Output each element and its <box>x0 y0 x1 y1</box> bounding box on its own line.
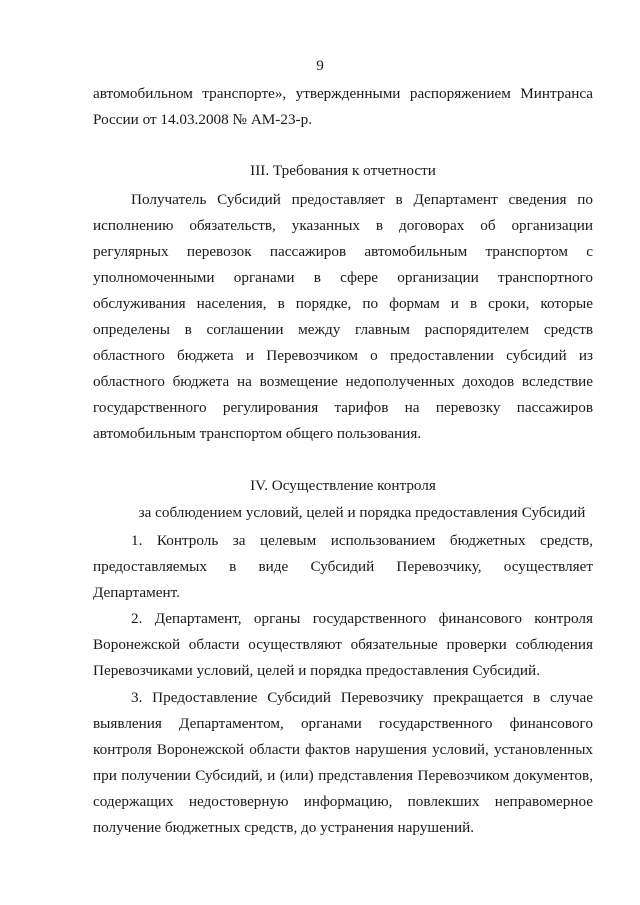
text-line: предоставляемых в виде Субсидий Перевозчику, осуществляет <box>93 558 593 575</box>
text-line: автомобильным транспортом общего пользования. <box>93 425 422 442</box>
text-line: областного бюджета на возмещение недополученных доходов вследствие <box>93 373 593 390</box>
text-line: 1. Контроль за целевым использованием бюджетных средств, <box>131 532 593 549</box>
text-line: Воронежской области осуществляют обязательные проверки соблюдения <box>93 636 593 653</box>
text-line: уполномоченными органами в сфере организации транспортного <box>93 269 593 286</box>
text-line: 3. Предоставление Субсидий Перевозчику прекращается в случае <box>131 689 593 706</box>
text-line: областного бюджета и Перевозчиком о предоставлении субсидий из <box>93 347 593 364</box>
section-subheading: за соблюдением условий, целей и порядка предоставления Субсидий <box>138 504 586 521</box>
text-line: регулярных перевозок пассажиров автомобильным транспортом с <box>93 243 593 260</box>
text-line: Департамент. <box>93 584 180 601</box>
text-line: контроля Воронежской области фактов нарушения условий, установленных <box>93 741 593 758</box>
text-line: Перевозчиками условий, целей и порядка предоставления Субсидий. <box>93 662 540 679</box>
text-line: 2. Департамент, органы государственного финансового контроля <box>131 610 593 627</box>
section-heading: III. Требования к отчетности <box>250 162 436 179</box>
text-line: России от 14.03.2008 № АМ-23-р. <box>93 111 312 128</box>
text-line: содержащих недостоверную информацию, повлекших неправомерное <box>93 793 593 810</box>
text-line: исполнению обязательств, указанных в договорах об организации <box>93 217 593 234</box>
text-line: при получении Субсидий, и (или) представления Перевозчиком документов, <box>93 767 593 784</box>
text-line: выявления Департаментом, органами государственного финансового <box>93 715 593 732</box>
text-line: государственного регулирования тарифов на перевозку пассажиров <box>93 399 593 416</box>
text-line: автомобильном транспорте», утвержденными распоряжением Минтранса <box>93 85 593 102</box>
text-line: получение бюджетных средств, до устранения нарушений. <box>93 819 475 836</box>
page-number: 9 <box>316 57 324 74</box>
text-line: Получатель Субсидий предоставляет в Департамент сведения по <box>131 191 593 208</box>
text-line: обслуживания населения, в порядке, по формам и в сроки, которые <box>93 295 593 312</box>
text-line: определены в соглашении между главным распорядителем средств <box>93 321 593 338</box>
section-heading: IV. Осуществление контроля <box>250 477 436 494</box>
